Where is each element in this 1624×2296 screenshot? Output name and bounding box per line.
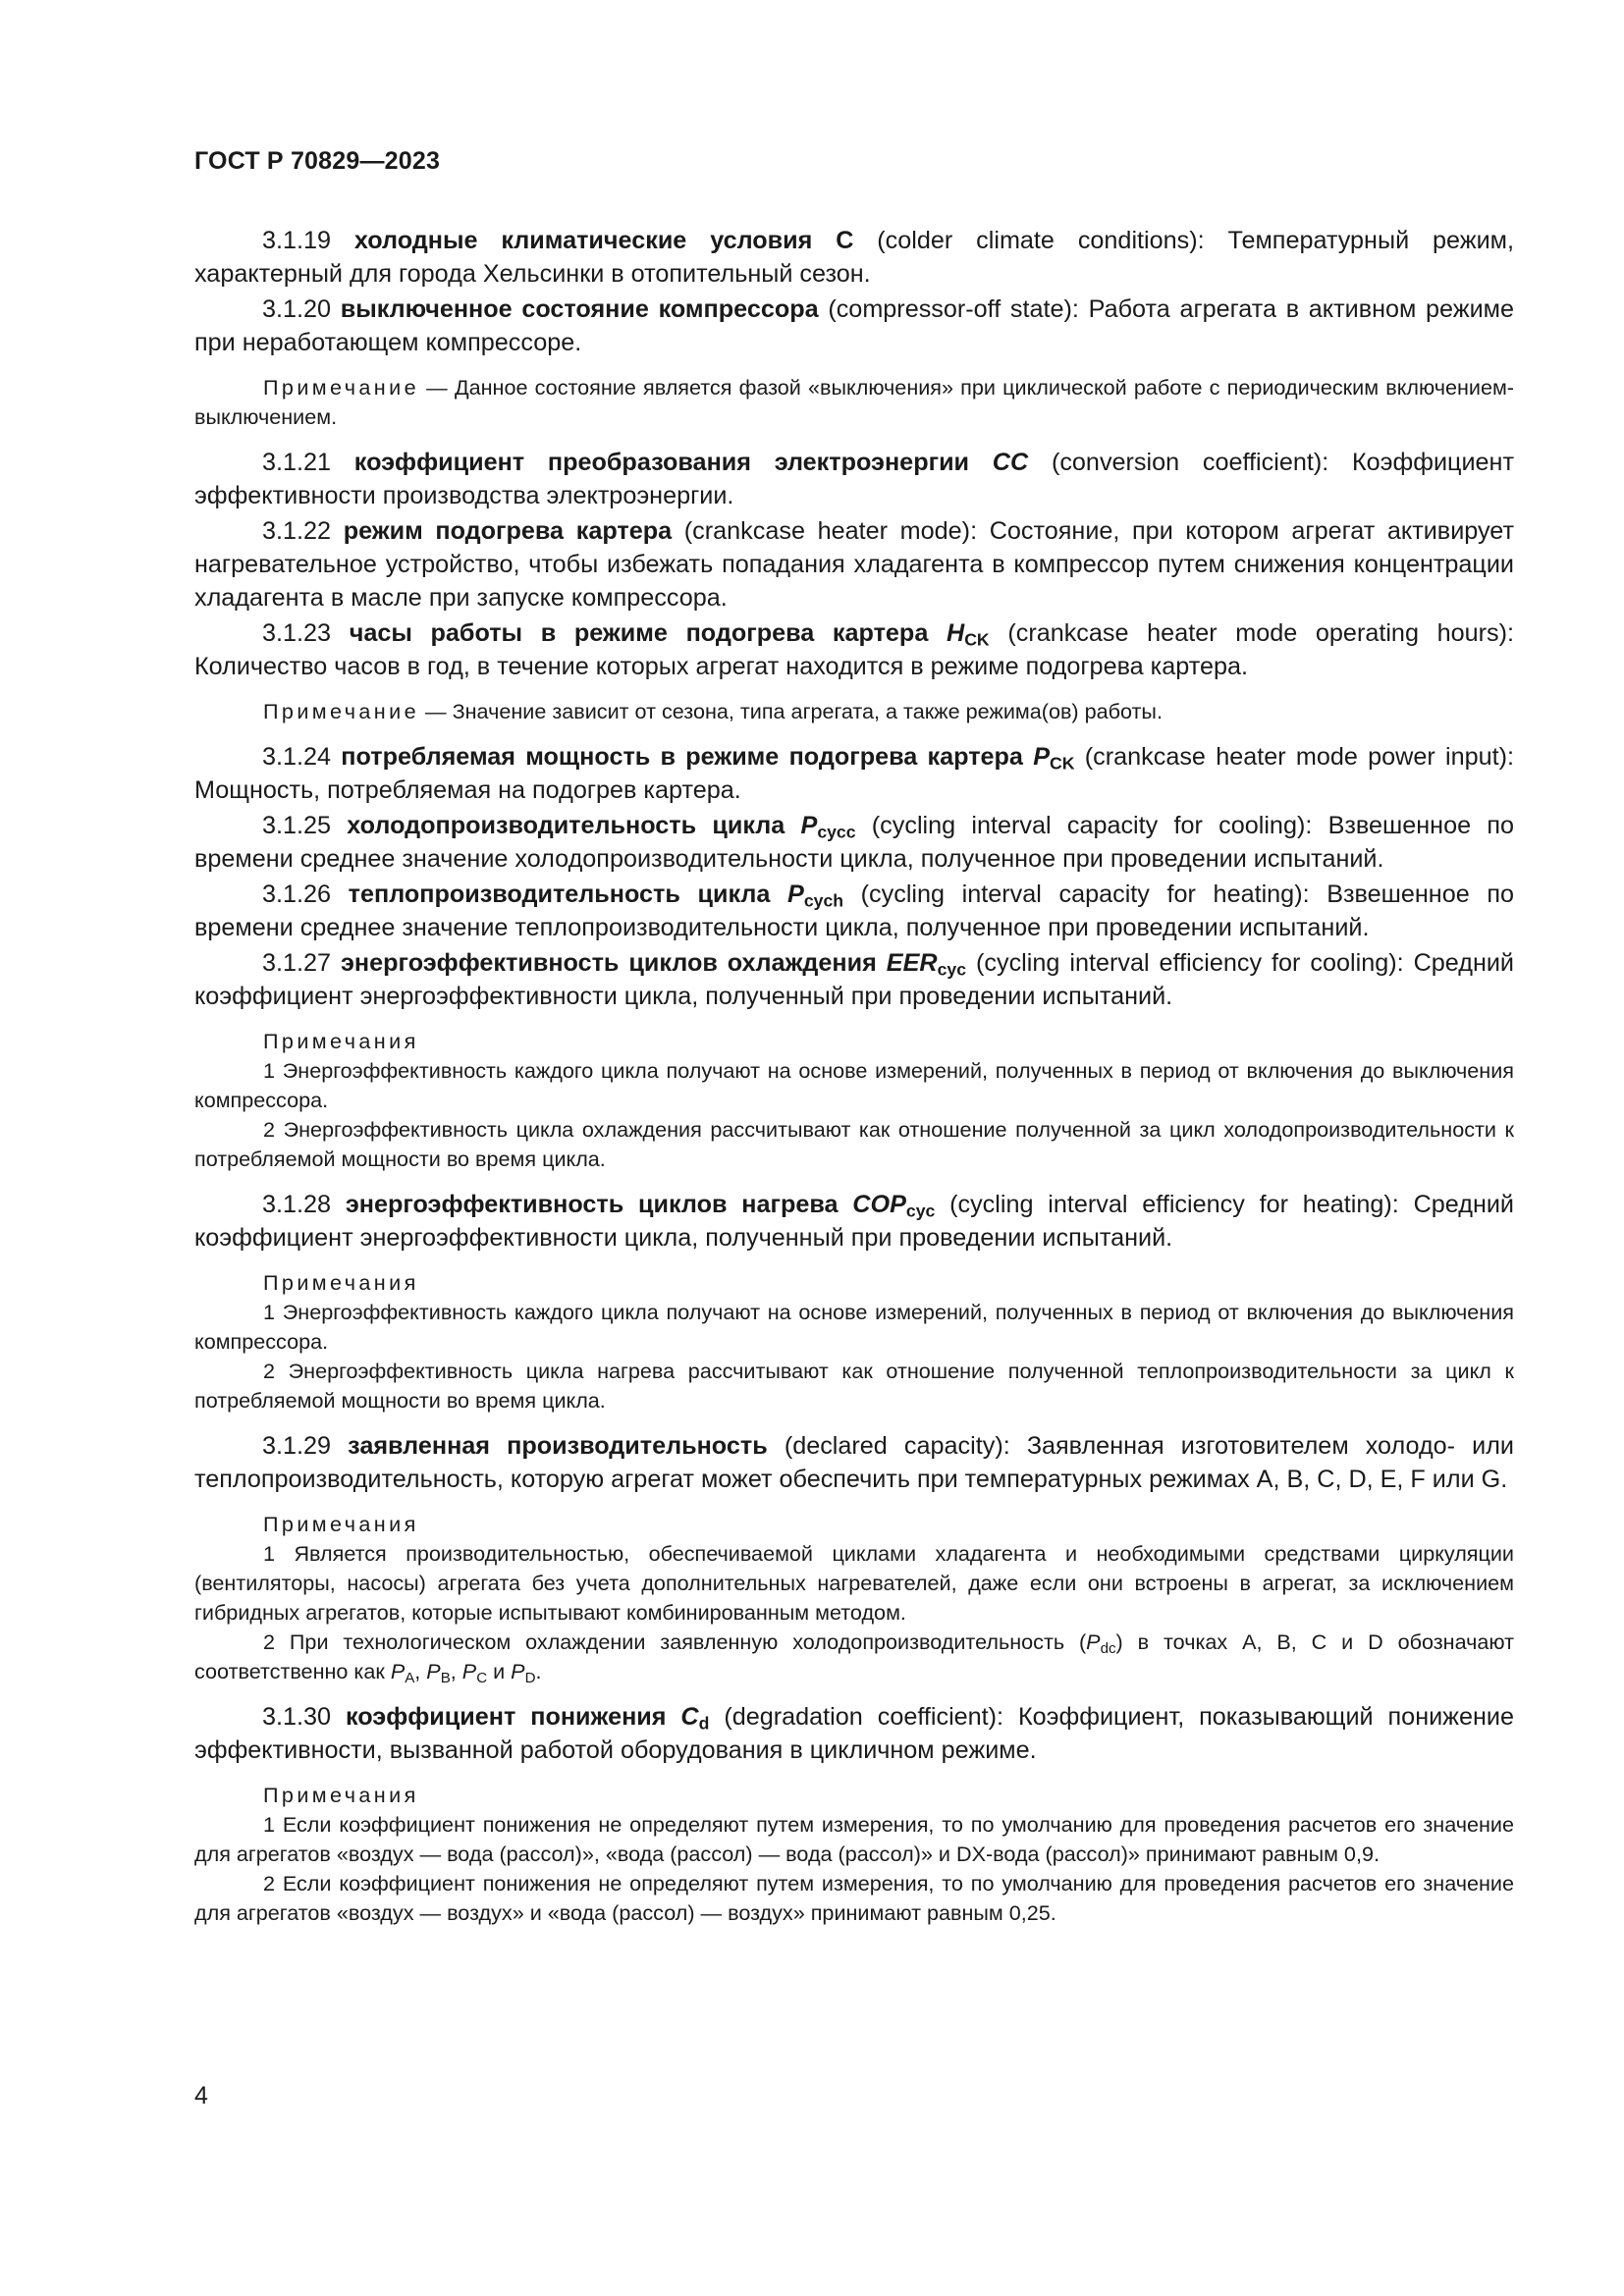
term-title: коэффициент понижения $C_d$ [345, 1703, 710, 1734]
page-number: 4 [194, 2082, 208, 2109]
document-header: ГОСТ Р 70829—2023 [194, 147, 441, 175]
term-title: часы работы в режиме подогрева картера $H_{CK}$ [349, 619, 990, 650]
term-3-1-21: 3.1.21 коэффициент преобразования электроэнергии CC (conversion coefficient): Коэффициент эффективности производства электроэнергии. [194, 449, 1514, 509]
term-3-1-24: 3.1.24 потребляемая мощность в режиме подогрева картера $P_{CK}$ (crankcase heater mode power input): Мощность, потребляемая на подогрев картера. [194, 743, 1515, 804]
term-3-1-28: 3.1.28 энергоэффективность циклов нагрева $COP_{cyc}$ (cycling interval efficiency for heating): Средний коэффициент энергоэффективности цикла, полученный при проведении испытаний. [194, 1191, 1514, 1252]
term-title: теплопроизводительность цикла $P_{cych}$ [348, 881, 844, 911]
term-3-1-22: 3.1.22 режим подогрева картера (crankcase heater mode): Состояние, при котором агрегат активирует нагревательное устройство, чтобы избежать попадания хладагента в компрессор путем снижения концентрации хладагента в масле при запуске компрессора. [194, 517, 1515, 612]
note-item: 1 Энергоэффективность каждого цикла получают на основе измерений, полученных в период от включения до выключения компрессора. [194, 1058, 1514, 1112]
note-item: 1 Если коэффициент понижения не определяют путем измерения, то по умолчанию для проведения расчетов его значение для агрегатов «воздух — вода (рассол)», «вода (рассол) — вода (рассол)» и DX-вода (рассол)» принимают равным 0,9. [194, 1812, 1514, 1866]
term-title: режим подогрева картера [343, 517, 673, 545]
notes-label: Примечания [263, 1783, 419, 1807]
note-item: 2 Энергоэффективность цикла охлаждения рассчитывают как отношение полученной за цикл холодопроизводительности к потребляемой мощности во время цикла. [194, 1117, 1514, 1171]
term-title: холодные климатические условия C [353, 227, 854, 254]
note-item: 2 Если коэффициент понижения не определяют путем измерения, то по умолчанию для проведения расчетов его значение для агрегатов «воздух — воздух» и «вода (рассол) — воздух» принимают равным 0,25. [194, 1871, 1514, 1925]
term-3-1-25: 3.1.25 холодопроизводительность цикла $P_{cycc}$ (cycling interval capacity for cooling): Взвешенное по времени среднее значение холодопроизводительности цикла, полученное при проведении испытаний. [194, 812, 1514, 873]
note-item: 1 Является производительностью, обеспечиваемой циклами хладагента и необходимыми средствами циркуляции (вентиляторы, насосы) агрегата без учета дополнительных нагревателей, даже если они встроены в агрегат, за исключением гибридных агрегатов, которые испытывают комбинированным методом. [194, 1541, 1514, 1625]
notes-label: Примечания [263, 1029, 419, 1053]
term-3-1-26: 3.1.26 теплопроизводительность цикла $P_{cych}$ (cycling interval capacity for heating): Взвешенное по времени среднее значение теплопроизводительности цикла, полученное при проведении испытаний. [194, 881, 1514, 941]
note-item: 1 Энергоэффективность каждого цикла получают на основе измерений, полученных в период от включения до выключения компрессора. [194, 1300, 1514, 1354]
notes-label: Примечания [263, 1270, 419, 1295]
term-3-1-30: 3.1.30 коэффициент понижения $C_d$ (degradation coefficient): Коэффициент, показывающий понижение эффективности, вызванной работой оборудования в цикличном режиме. [194, 1703, 1515, 1764]
note-label: Примечание [263, 375, 419, 400]
term-3-1-19: 3.1.19 холодные климатические условия C (colder climate conditions): Температурный режим, характерный для города Хельсинки в отопительный сезон. [194, 227, 1514, 288]
term-3-1-27: 3.1.27 энергоэффективность циклов охлаждения $EER_{cyc}$ (cycling interval efficiency for cooling): Средний коэффициент энергоэффективности цикла, полученный при проведении испытаний. [194, 949, 1514, 1010]
notes-label: Примечания [263, 1512, 419, 1536]
term-title: потребляемая мощность в режиме подогрева картера $P_{CK}$ [341, 743, 1075, 774]
term-3-1-29: 3.1.29 заявленная производительность (declared capacity): Заявленная изготовителем холодо- или теплопроизводительность, которую агрегат может обеспечить при температурных режимах A, B, C, D, E, F или G. [194, 1432, 1514, 1493]
term-title: заявленная производительность [348, 1432, 768, 1460]
term-title: выключенное состояние компрессора [340, 295, 819, 323]
term-3-1-23: 3.1.23 часы работы в режиме подогрева картера $H_{CK}$ (crankcase heater mode operating hours): Количество часов в год, в течение которых агрегат находится в режиме подогрева картера. [194, 619, 1515, 680]
note-item: 2 При технологическом охлаждении заявленную холодопроизводительность $(P_{dc})$ в точках A, B, C и D обозначают соответственно как $P_A$, $P_B$, $P_C$ и $P_D$. [194, 1629, 1515, 1686]
note-item: 2 Энергоэффективность цикла нагрева рассчитывают как отношение полученной теплопроизводительности за цикл к потребляемой мощности во время цикла. [194, 1359, 1514, 1413]
term-title: коэффициент преобразования электроэнергии CC [353, 449, 1029, 476]
note-label: Примечание [263, 699, 419, 723]
note-3-1-23: Примечание — Значение зависит от сезона, типа агрегата, а также режима(ов) работы. [263, 699, 1163, 723]
term-title: холодопроизводительность цикла $P_{cycc}$ [347, 812, 856, 842]
note-3-1-20: Примечание — Данное состояние является фазой «выключения» при циклической работе с периодическим включением-выключением. [194, 375, 1514, 429]
page-content [194, 224, 1514, 1928]
term-title: энергоэффективность циклов охлаждения $EER_{cyc}$ [341, 949, 967, 980]
term-3-1-20: 3.1.20 выключенное состояние компрессора (compressor-off state): Работа агрегата в активном режиме при неработающем компрессоре. [194, 295, 1515, 356]
term-title: энергоэффективность циклов нагрева $COP_{cyc}$ [345, 1191, 936, 1221]
